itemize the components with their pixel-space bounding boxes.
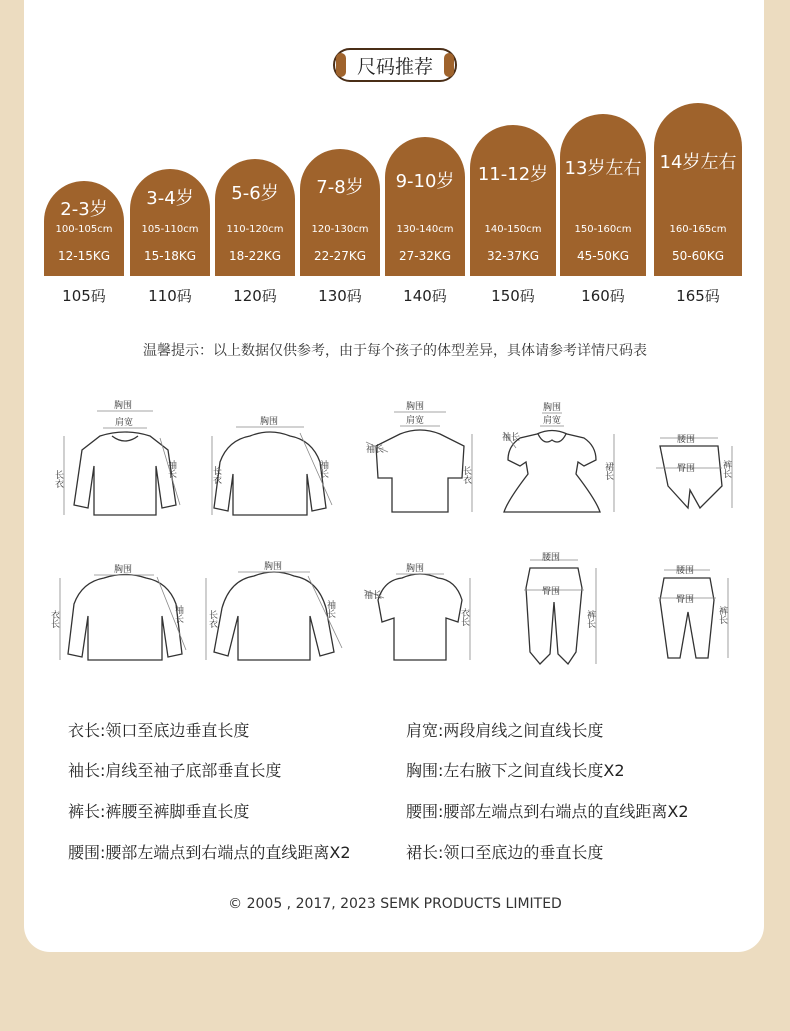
sweatshirt-diagram-1: [53, 400, 180, 515]
chest-label-7: 胸围: [406, 564, 425, 574]
sleeve-label-3: 袖长: [366, 445, 385, 455]
size-height: 105-110cm: [141, 224, 199, 235]
size-tip: 温馨提示：以上数据仅供参考，由于每个孩子的体型差异，具体请参考详情尺码表: [143, 343, 647, 359]
length-label-3: 长衣: [461, 466, 471, 484]
waist-label-2: 腰围: [542, 553, 561, 563]
pants-label-2: 裤长: [585, 610, 595, 628]
size-age: 7-8岁: [316, 177, 364, 199]
size-height: 140-150cm: [484, 224, 542, 235]
size-code: 160码: [581, 287, 625, 305]
definition-sleeve: 袖长:肩线至袖子底部垂直长度: [68, 761, 282, 780]
size-height: 130-140cm: [396, 224, 454, 235]
length-label-2: 长衣: [211, 466, 221, 484]
garment-diagrams: [0, 390, 790, 680]
size-age: 2-3岁: [60, 199, 108, 220]
size-height: 100-105cm: [55, 224, 113, 235]
length-label-7: 衣长: [459, 608, 469, 626]
size-code: 140码: [403, 287, 447, 305]
size-card: [654, 103, 742, 276]
shoulder-label-4: 肩宽: [543, 416, 562, 426]
chest-label-5: 胸围: [114, 565, 133, 575]
chest-label-3: 胸围: [406, 402, 425, 412]
length-label: 长衣: [53, 470, 63, 488]
size-card: [470, 125, 556, 276]
definition-chest: 胸围:左右腋下之间直线长度X2: [406, 761, 625, 780]
size-age: 11-12岁: [477, 164, 549, 186]
size-age: 3-4岁: [146, 188, 194, 210]
size-weight: 18-22KG: [228, 249, 282, 263]
length-label-5: 衣长: [49, 610, 59, 628]
sleeve-label-7: 袖长: [364, 591, 383, 601]
size-card: [44, 181, 124, 276]
title-text: 尺码推荐: [356, 56, 433, 78]
size-weight: 22-27KG: [313, 249, 367, 263]
copyright: © 2005 , 2017, 2023 SEMK PRODUCTS LIMITED: [228, 896, 562, 912]
tshirt-diagram-1: [366, 401, 472, 512]
waist-label-3: 腰围: [676, 566, 695, 576]
size-card: [130, 169, 210, 276]
tshirt-diagram-2: [364, 563, 470, 660]
chest-label: 胸围: [114, 401, 133, 411]
size-code: 130码: [318, 287, 362, 305]
sleeve-label-6: 袖长: [325, 600, 335, 618]
shorts-diagram: [656, 434, 732, 508]
size-card: [560, 114, 646, 276]
sleeve-label-2: 袖长: [318, 460, 328, 478]
length-label-6: 长衣: [207, 610, 217, 628]
size-height: 150-160cm: [574, 224, 632, 235]
chest-label-6: 胸围: [264, 562, 283, 572]
size-code: 110码: [148, 287, 192, 305]
definition-waist: 腰围:腰部左端点到右端点的直线距离X2: [406, 802, 689, 821]
size-weight: 50-60KG: [671, 249, 725, 263]
chest-label-2: 胸围: [260, 417, 279, 427]
pants-label-3: 裤长: [717, 606, 727, 624]
section-title: [333, 48, 457, 82]
chest-label-4: 胸围: [543, 403, 562, 413]
shoulder-label-3: 肩宽: [406, 416, 425, 426]
long-pants-diagram-1: [524, 552, 596, 664]
definition-shoulder: 肩宽:两段肩线之间直线长度: [406, 721, 604, 740]
size-weight: 32-37KG: [486, 249, 540, 263]
size-height: 110-120cm: [226, 224, 284, 235]
size-weight: 15-18KG: [143, 249, 197, 263]
hip-label-3: 臀围: [676, 595, 695, 605]
size-age: 9-10岁: [395, 170, 455, 192]
size-code: 120码: [233, 287, 277, 305]
size-card: [300, 149, 380, 276]
size-weight: 27-32KG: [398, 249, 452, 263]
size-age: 13岁左右: [564, 158, 642, 180]
definition-length: 衣长:领口至底边垂直长度: [68, 721, 250, 740]
sleeve-label-4: 袖长: [502, 433, 521, 443]
raglan-shirt-diagram-1: [211, 416, 332, 515]
shoulder-label: 肩宽: [115, 418, 134, 428]
definition-waist-2: 腰围:腰部左端点到右端点的直线距离X2: [68, 843, 351, 862]
size-card: [385, 137, 465, 276]
size-code: 105码: [62, 287, 106, 305]
sleeve-label-5: 袖长: [173, 605, 183, 623]
size-code: 150码: [491, 287, 535, 305]
size-age: 5-6岁: [231, 182, 279, 204]
skirt-label: 裙长: [603, 462, 613, 480]
size-code: 165码: [676, 287, 720, 305]
waist-label: 腰围: [677, 435, 696, 445]
long-pants-diagram-2: [658, 565, 728, 658]
size-weight: 45-50KG: [576, 249, 630, 263]
definition-pants: 裤长:裤腰至裤脚垂直长度: [68, 802, 250, 821]
hip-label-2: 臀围: [542, 587, 561, 597]
pants-label: 裤长: [721, 460, 731, 478]
hip-label: 臀围: [677, 464, 696, 474]
raglan-shirt-diagram-2: [49, 564, 186, 660]
size-height: 160-165cm: [669, 224, 727, 235]
dress-diagram: [502, 402, 614, 512]
size-height: 120-130cm: [311, 224, 369, 235]
definition-skirt: 裙长:领口至底边的垂直长度: [406, 843, 604, 862]
size-card: [215, 159, 295, 276]
size-weight: 12-15KG: [57, 249, 111, 263]
sweatshirt-diagram-2: [206, 561, 342, 660]
size-age: 14岁左右: [659, 152, 737, 174]
sleeve-label: 袖长: [166, 460, 176, 478]
